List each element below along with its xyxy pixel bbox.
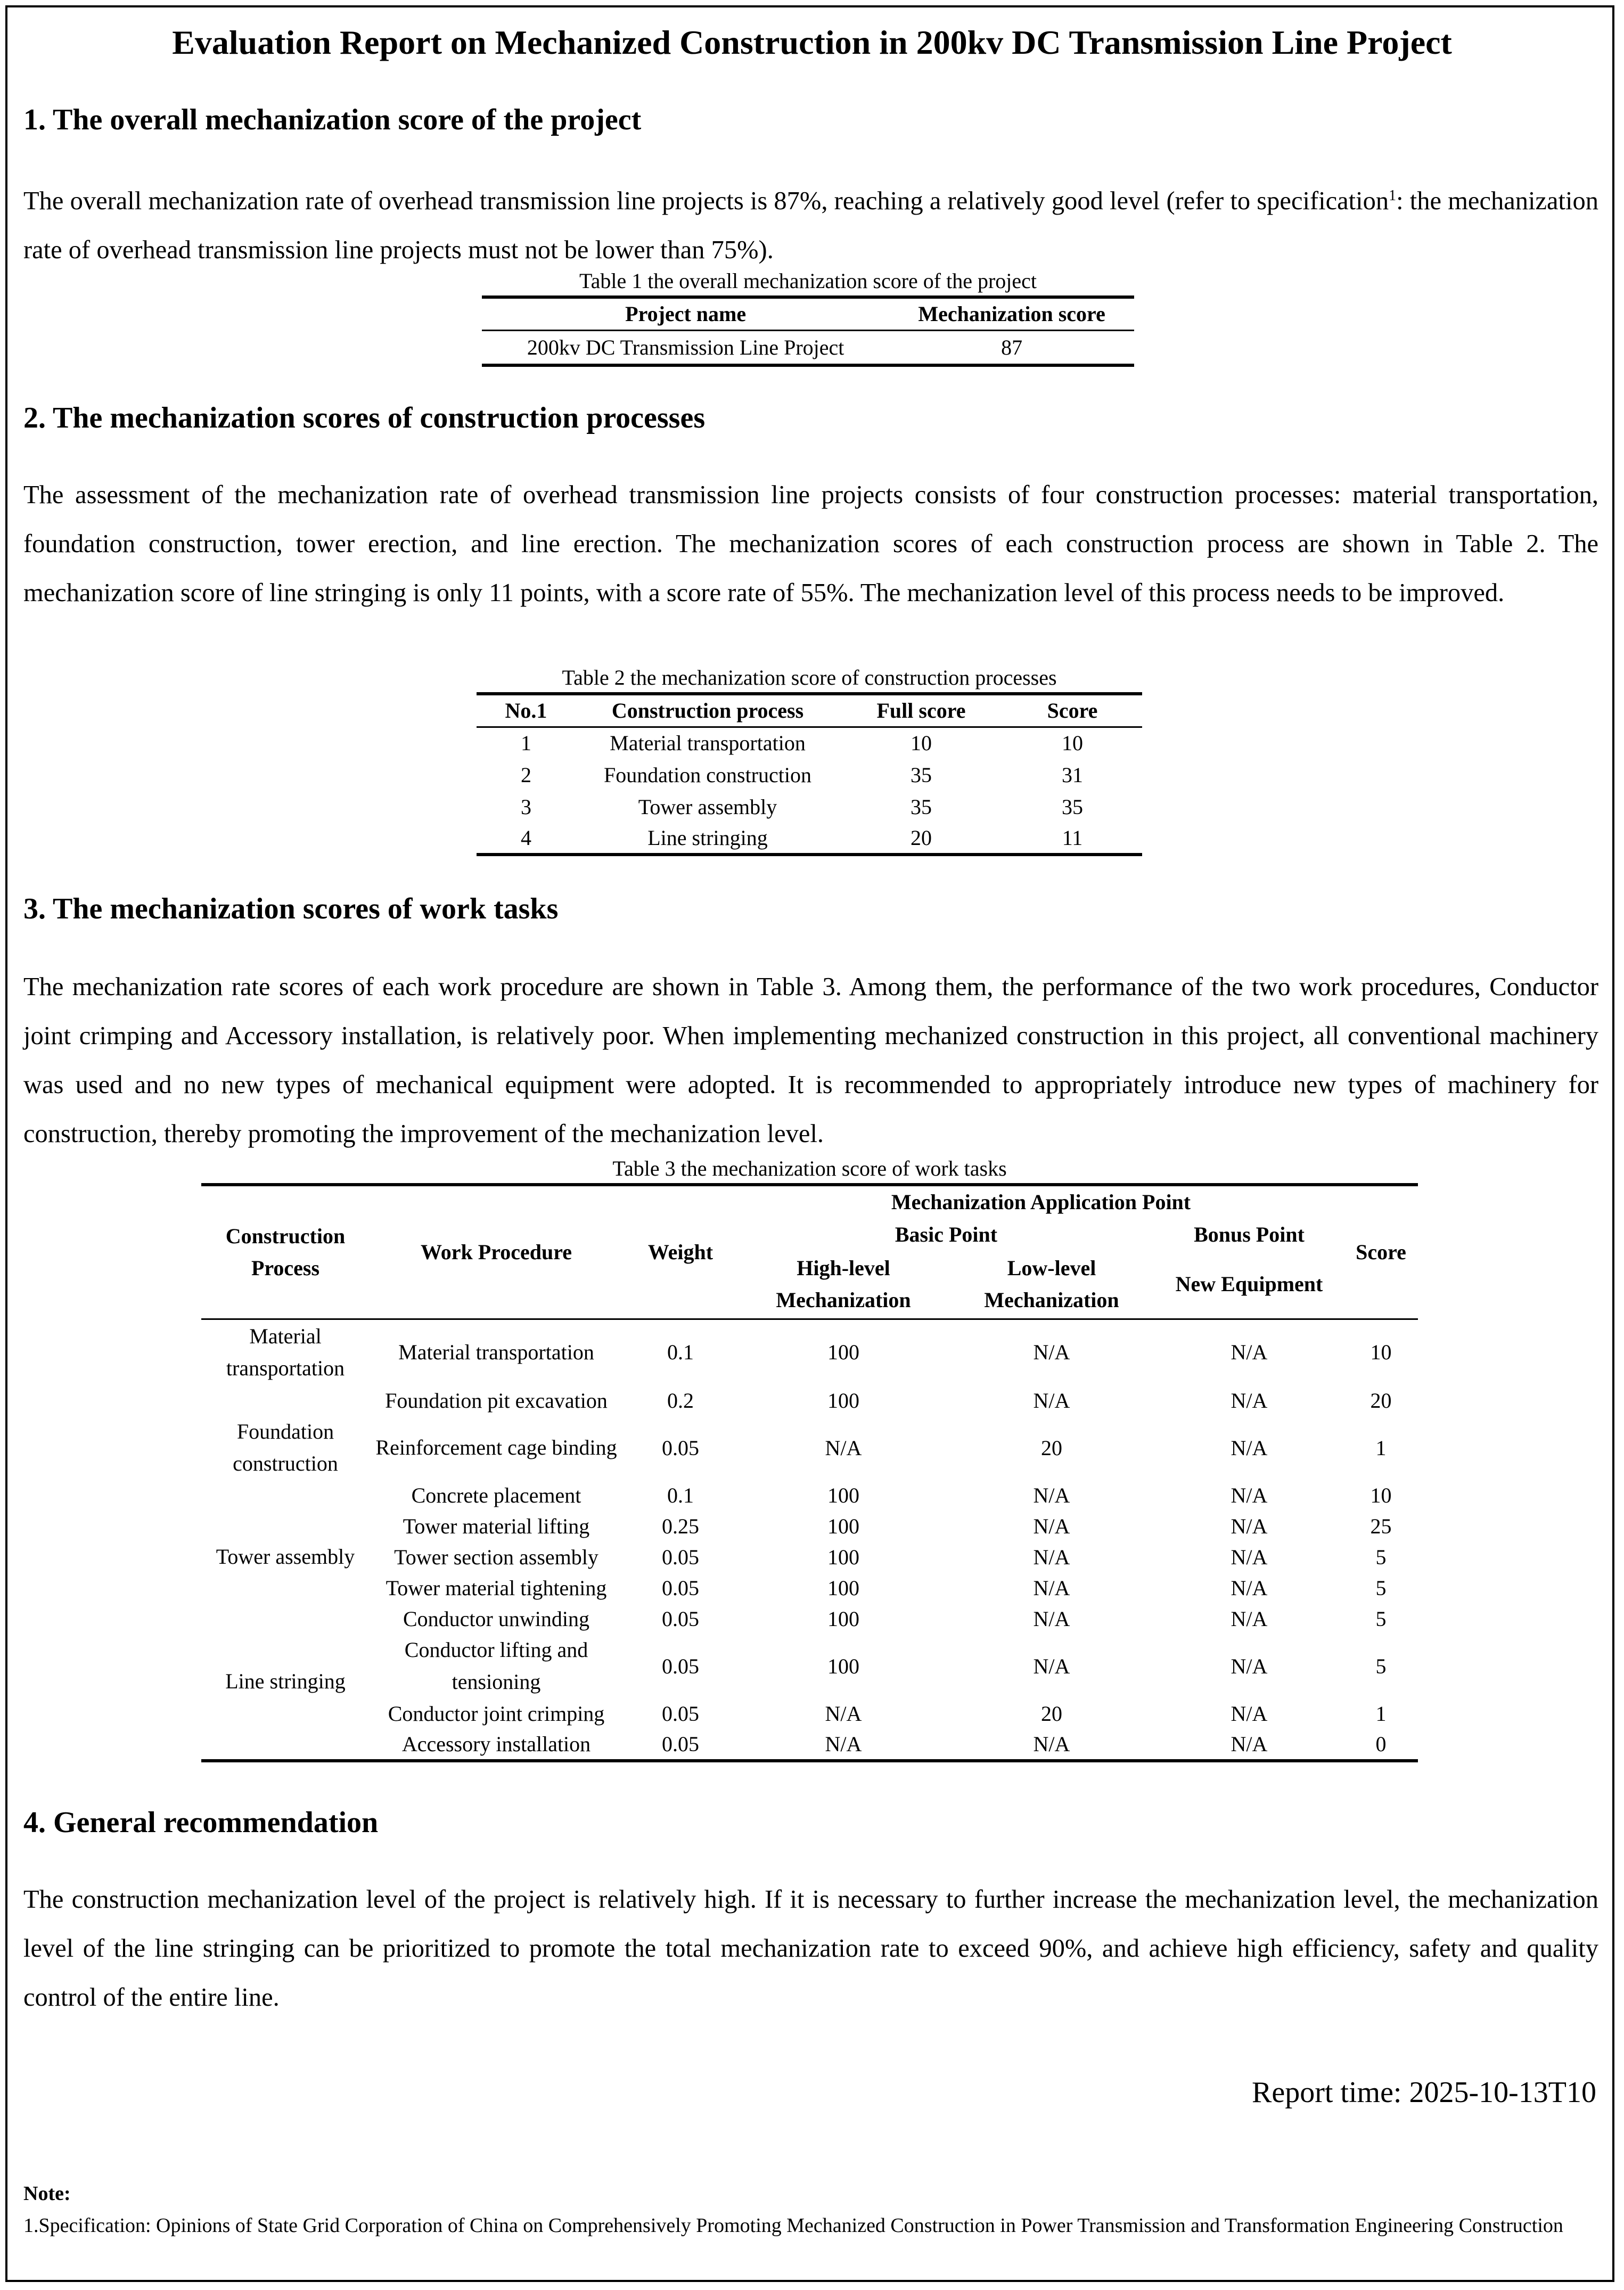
table3-header-high-level: High-level Mechanization (776, 1256, 911, 1312)
note-label: Note: (23, 2182, 71, 2205)
table2-cell: 1 (521, 731, 531, 756)
table3-cell: N/A (1033, 1654, 1070, 1678)
table2 (477, 692, 1142, 856)
section4-paragraph: The construction mechanization level of the project is relatively high. If it is necessary to further increase the mechanization level, the mechanization level of the line stringing can be prioritized to promote the total mechanization rate to exceed 90%, and achieve high efficiency, safety and quality control of the entire line. (23, 1885, 1598, 2012)
table3-cell: N/A (1231, 1545, 1268, 1569)
table3-cell: N/A (1033, 1483, 1070, 1507)
table3-cell: N/A (1033, 1732, 1070, 1756)
table3-cell: 0.05 (662, 1654, 699, 1678)
table3-group-tower: Tower assembly (216, 1545, 355, 1569)
table3-cell: 5 (1375, 1654, 1387, 1678)
table3-cell: N/A (1033, 1514, 1070, 1538)
table3-header-new-equipment: New Equipment (1175, 1272, 1323, 1296)
table3-cell: 5 (1375, 1606, 1387, 1631)
table3-header-weight: Weight (623, 1185, 738, 1319)
table-row (477, 791, 1142, 823)
table3-cell: N/A (1033, 1340, 1070, 1365)
table-row (201, 1480, 1418, 1511)
table3-cell: Tower section assembly (394, 1545, 598, 1569)
section1-paragraph (23, 171, 1598, 275)
table2-cell: 35 (911, 794, 932, 819)
table-row (201, 1511, 1418, 1541)
section1-heading: 1. The overall mechanization score of the project (23, 103, 642, 136)
table3-cell: 10 (1370, 1483, 1392, 1507)
table3-cell: 0.1 (667, 1340, 694, 1365)
table2-cell: 10 (1062, 731, 1083, 756)
table3-cell: 25 (1370, 1514, 1392, 1538)
table2-header-score: Score (1047, 699, 1098, 723)
table3-cell: N/A (1231, 1483, 1268, 1507)
table-row (201, 1634, 1418, 1698)
table3 (201, 1183, 1418, 1762)
table3-cell: N/A (1033, 1606, 1070, 1631)
section3-heading: 3. The mechanization scores of work tasks (23, 892, 559, 925)
table3-group-line: Line stringing (201, 1603, 370, 1761)
table3-header-row-1 (201, 1185, 1418, 1218)
table3-cell: N/A (1231, 1575, 1268, 1600)
table2-cell: 10 (911, 731, 932, 756)
report-title: Evaluation Report on Mechanized Construction in 200kv DC Transmission Line Project (172, 23, 1452, 61)
table3-cell: 1 (1375, 1701, 1387, 1726)
table2-header-no: No.1 (505, 699, 547, 723)
section4-heading: 4. General recommendation (23, 1806, 379, 1839)
table3-cell: 100 (827, 1545, 859, 1569)
table2-cell: 4 (521, 826, 531, 850)
table2-cell: Line stringing (647, 826, 768, 850)
table-row (201, 1572, 1418, 1603)
table3-cell: Foundation pit excavation (385, 1388, 608, 1413)
section1-text-a: The overall mechanization rate of overhead transmission line projects is 87%, reaching a relatively good level (refer to specification (23, 187, 1389, 216)
table3-cell: 0.2 (667, 1388, 694, 1413)
table3-cell: 0.05 (662, 1575, 699, 1600)
table3-cell: N/A (1033, 1545, 1070, 1569)
table3-cell: Tower material lifting (403, 1514, 590, 1538)
table3-cell: 0.05 (662, 1545, 699, 1569)
table3-cell: 0.05 (662, 1435, 699, 1460)
table3-cell: 20 (1370, 1388, 1392, 1413)
table3-cell: 5 (1375, 1545, 1387, 1569)
table3-cell: Accessory installation (401, 1732, 591, 1756)
table-row (201, 1698, 1418, 1729)
table3-cell: N/A (825, 1435, 862, 1460)
table3-cell: 100 (827, 1575, 859, 1600)
table-row (477, 759, 1142, 791)
table1-header-score: Mechanization score (918, 302, 1105, 326)
table3-cell: 10 (1370, 1340, 1392, 1365)
table-row (201, 1603, 1418, 1634)
table1-score-value: 87 (1001, 335, 1023, 359)
table-row (482, 330, 1134, 365)
table2-cell: Foundation construction (604, 762, 811, 787)
table3-cell: N/A (1231, 1654, 1268, 1678)
table3-cell: 100 (827, 1483, 859, 1507)
table3-cell: Concrete placement (411, 1483, 581, 1507)
table3-cell: 100 (827, 1388, 859, 1413)
table3-cell: 0.05 (662, 1732, 699, 1756)
table-row (201, 1319, 1418, 1385)
table2-cell: 3 (521, 794, 531, 819)
table2-cell: 35 (1062, 794, 1083, 819)
table3-header-score: Score (1344, 1185, 1418, 1319)
table3-cell: N/A (825, 1701, 862, 1726)
note-text: 1.Specification: Opinions of State Grid Corporation of China on Comprehensively Promoting Mechanized Construction in Power Transmission and Transformation Engineering Construction (23, 2214, 1563, 2237)
table2-cell: 2 (521, 762, 531, 787)
table3-cell: 100 (827, 1514, 859, 1538)
table2-cell: 31 (1062, 762, 1083, 787)
section3-paragraph: The mechanization rate scores of each work procedure are shown in Table 3. Among them, the performance of the two work procedures, Conductor joint crimping and Accessory installation, is relatively poor. When implementing mechanized construction in this project, all conventional machinery was used and no new types of mechanical equipment were adopted. It is recommended to appropriately introduce new types of machinery for construction, thereby promoting the improvement of the mechanization level. (23, 973, 1598, 1148)
table-row (201, 1729, 1418, 1761)
table3-header-low-level: Low-level Mechanization (984, 1256, 1119, 1312)
table2-caption: Table 2 the mechanization score of construction processes (562, 666, 1057, 690)
table3-cell: 0.05 (662, 1701, 699, 1726)
report-time: Report time: 2025-10-13T10 (1251, 2076, 1596, 2109)
table-row (201, 1416, 1418, 1480)
table3-cell: Tower material tightening (386, 1575, 607, 1600)
table3-cell: 0.1 (667, 1483, 694, 1507)
table3-group-material: Material transportation (226, 1324, 345, 1380)
table1-caption: Table 1 the overall mechanization score of the project (579, 269, 1037, 293)
table3-cell: N/A (1231, 1340, 1268, 1365)
section1-text-b: : the mechanization rate of overhead transmission line projects must not be lower than 75%). (23, 187, 1598, 265)
table3-cell: N/A (1231, 1732, 1268, 1756)
table3-cell: 20 (1041, 1435, 1062, 1460)
section2-heading: 2. The mechanization scores of construction processes (23, 401, 706, 434)
table3-cell: N/A (1231, 1435, 1268, 1460)
table3-cell: 100 (827, 1606, 859, 1631)
footnote-ref: 1 (1389, 187, 1397, 204)
table3-cell: Conductor lifting and tensioning (404, 1638, 588, 1694)
section2-paragraph: The assessment of the mechanization rate of overhead transmission line projects consists of four construction processes: material transportation, foundation construction, tower erection, and line erection. The mechanization scores of each construction process are shown in Table 2. The mechanization score of line stringing is only 11 points, with a score rate of 55%. The mechanization level of this process needs to be improved. (23, 481, 1598, 607)
table2-cell: 11 (1062, 826, 1083, 850)
table3-cell: 0.25 (662, 1514, 699, 1538)
table3-cell: Reinforcement cage binding (375, 1435, 617, 1459)
table3-group-foundation: Foundation construction (233, 1419, 338, 1475)
table3-cell: 1 (1375, 1435, 1387, 1460)
table1-header-project-name: Project name (625, 302, 747, 326)
table2-header-full-score: Full score (876, 699, 966, 723)
table2-cell: 35 (911, 762, 932, 787)
table3-cell: Conductor unwinding (403, 1606, 589, 1631)
table2-cell: Tower assembly (638, 794, 777, 819)
table3-header-map: Mechanization Application Point (891, 1190, 1191, 1214)
table3-header-construction-process: Construction Process (201, 1185, 370, 1319)
table2-cell: Material transportation (610, 731, 806, 756)
table3-cell: N/A (1033, 1575, 1070, 1600)
table3-cell: N/A (1033, 1388, 1070, 1413)
table3-cell: 5 (1375, 1575, 1387, 1600)
table-row (201, 1541, 1418, 1572)
table3-header-basic-point: Basic Point (895, 1222, 998, 1246)
table-row (201, 1385, 1418, 1416)
table3-cell: N/A (1231, 1701, 1268, 1726)
table3-header-bonus-point: Bonus Point (1194, 1222, 1305, 1246)
table-row (477, 823, 1142, 855)
table3-cell: Conductor joint crimping (388, 1701, 605, 1726)
table3-cell: N/A (1231, 1514, 1268, 1538)
table2-header-process: Construction process (611, 699, 804, 723)
table3-cell: N/A (1231, 1606, 1268, 1631)
table3-cell: Material transportation (398, 1340, 594, 1365)
table-row (477, 727, 1142, 759)
table3-caption: Table 3 the mechanization score of work tasks (612, 1156, 1007, 1180)
table3-cell: N/A (825, 1732, 862, 1756)
table3-cell: 0 (1375, 1732, 1387, 1756)
table1-project-name: 200kv DC Transmission Line Project (527, 335, 844, 359)
table3-cell: 100 (827, 1340, 859, 1365)
table3-cell: 20 (1041, 1701, 1062, 1726)
table1-header-row (482, 297, 1134, 330)
table1 (482, 296, 1134, 367)
table3-cell: 0.05 (662, 1606, 699, 1631)
table2-cell: 20 (911, 826, 932, 850)
table3-cell: N/A (1231, 1388, 1268, 1413)
table2-header-row (477, 694, 1142, 727)
table3-header-work-procedure: Work Procedure (370, 1185, 623, 1319)
table3-cell: 100 (827, 1654, 859, 1678)
